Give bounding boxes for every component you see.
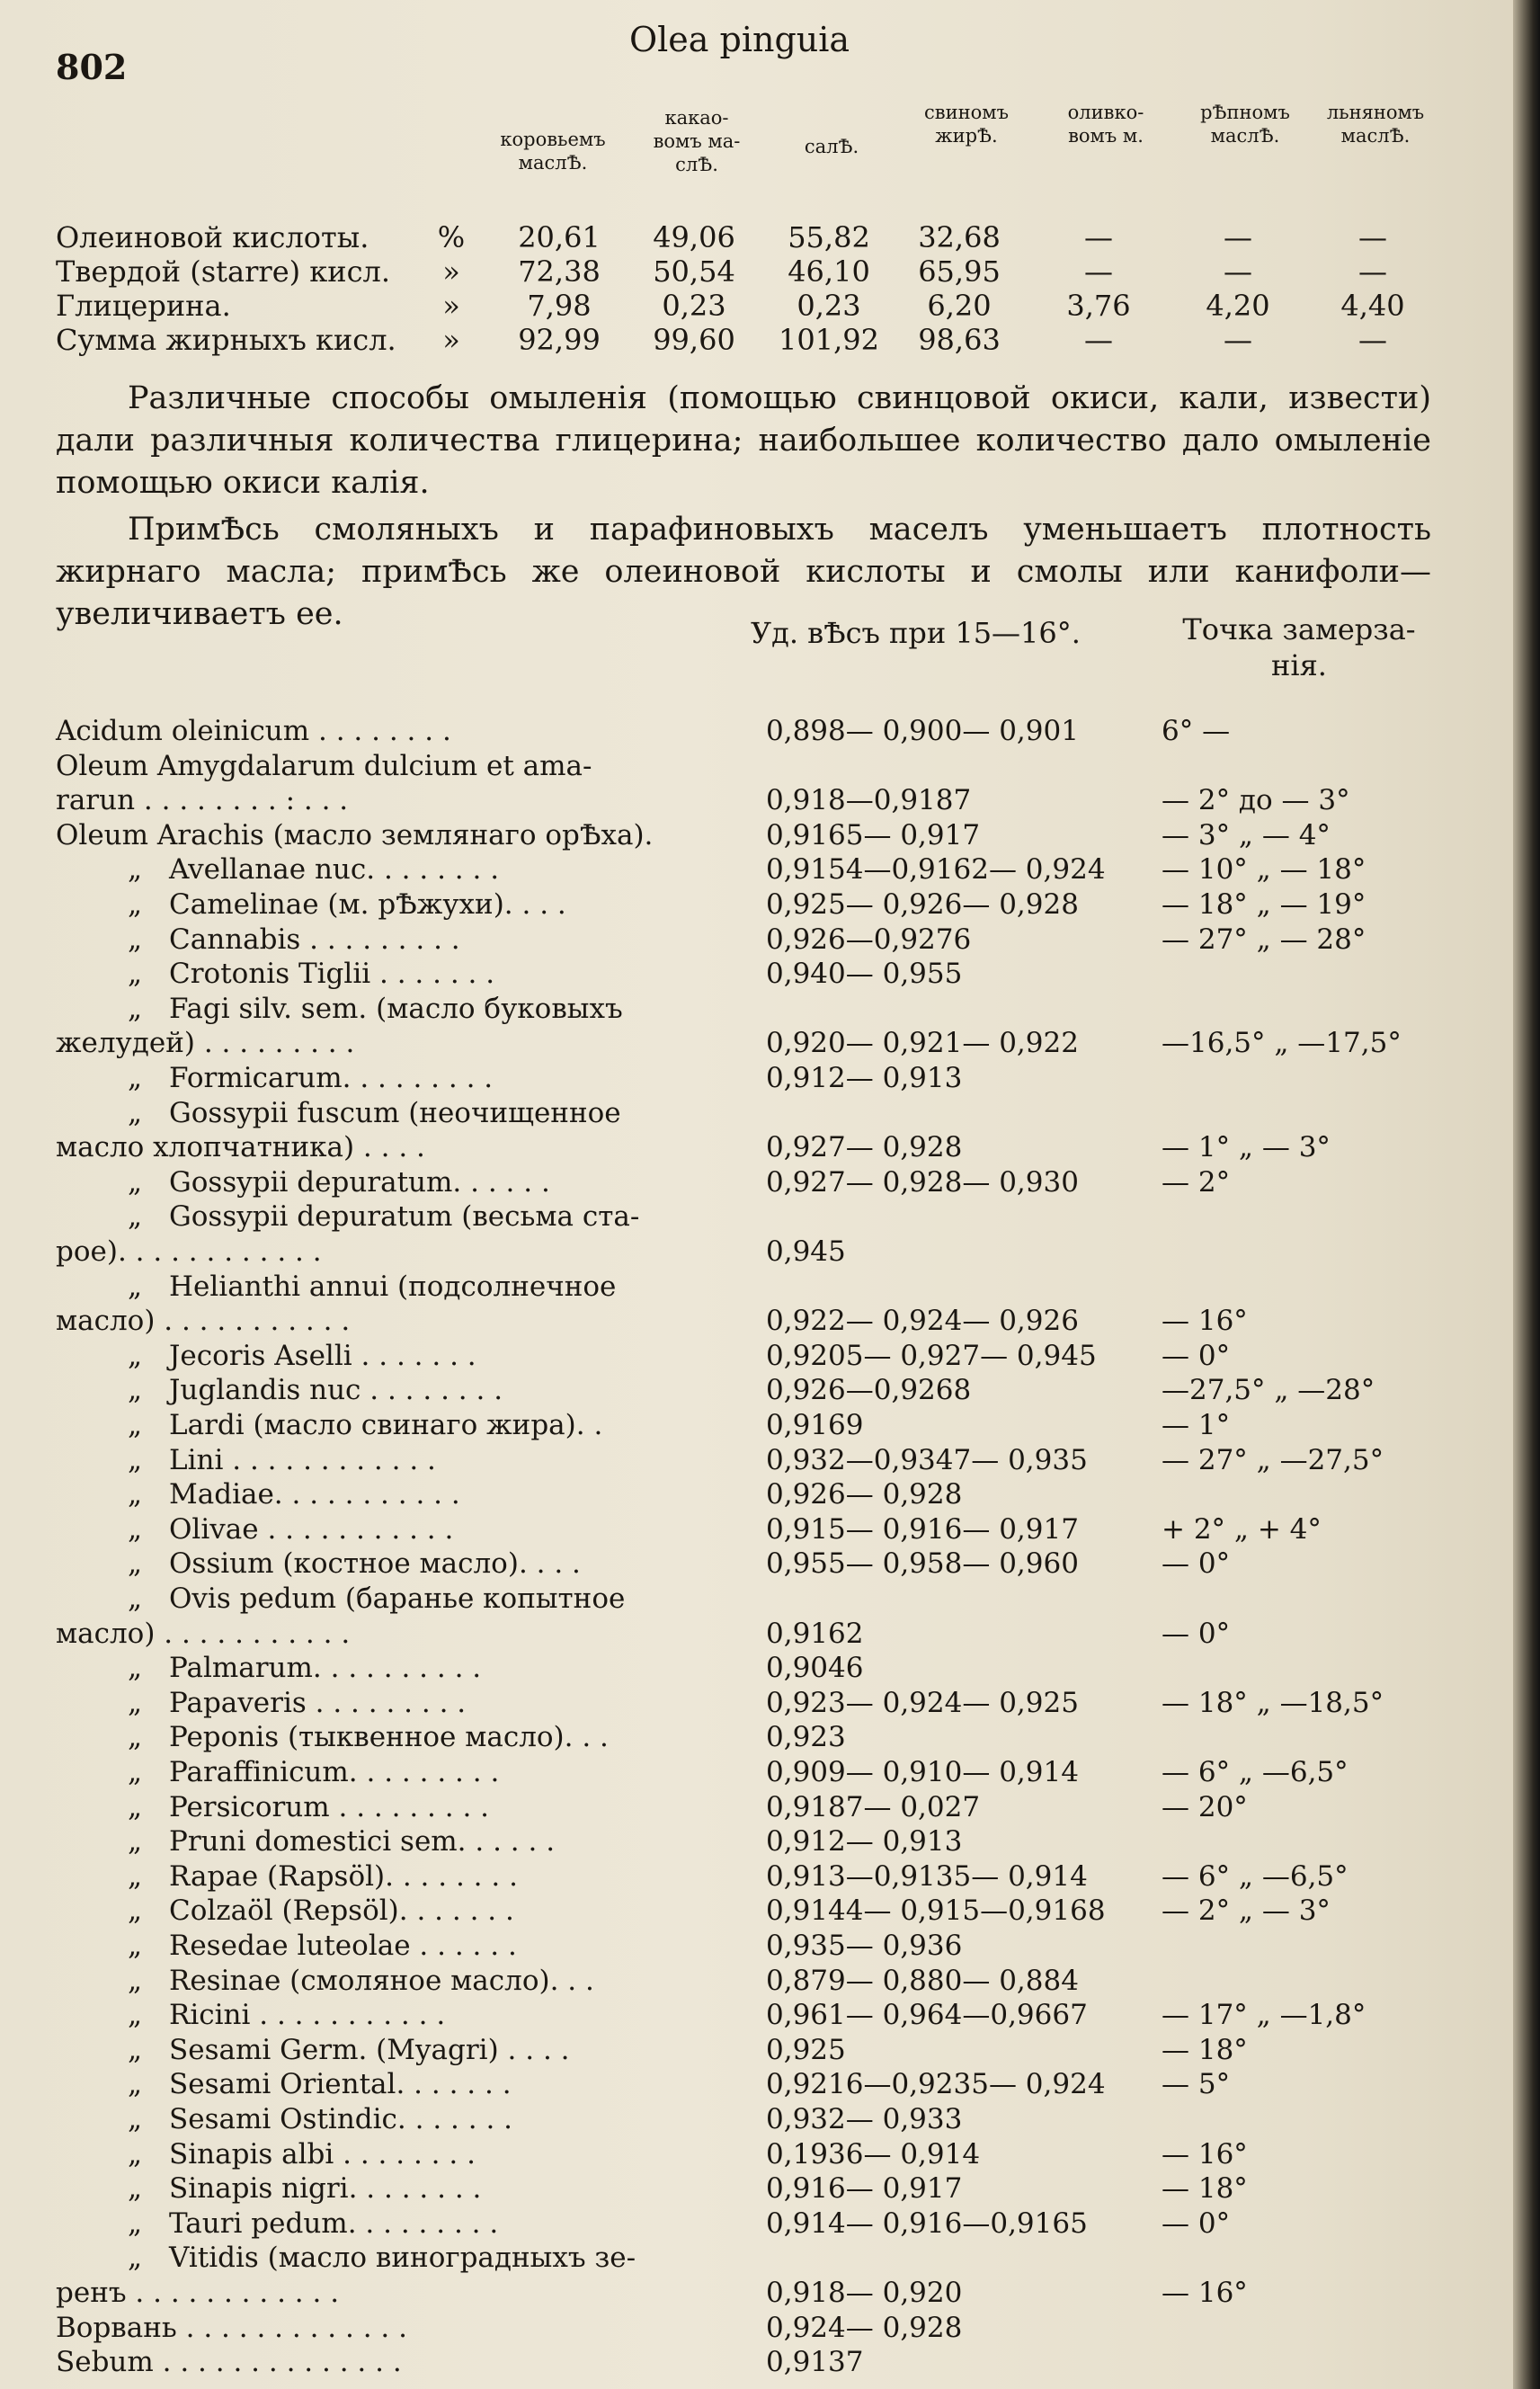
column-header: рѢпномъ маслѢ.: [1200, 102, 1290, 147]
table-cell: 4,20: [1206, 289, 1270, 323]
table-row: [56, 1860, 1458, 1894]
table-cell: —: [1358, 323, 1387, 357]
freezing-point: — 18°: [1162, 2034, 1248, 2066]
freezing-point: —27,5° „ —28°: [1162, 1374, 1375, 1406]
table-row: [56, 1270, 1458, 1305]
freezing-point: — 0°: [1162, 1618, 1231, 1650]
specific-gravity: 0,879— 0,880— 0,884: [766, 1965, 1079, 1997]
table-row: [56, 1409, 1458, 1443]
oil-name: Acidum oleinicum . . . . . . . .: [56, 715, 451, 747]
oil-name: Gossypii depuratum (весьма ста-: [169, 1200, 640, 1233]
oil-name: Peponis (тыквенное масло). . .: [169, 1721, 609, 1753]
specific-gravity: 0,926— 0,928: [766, 1478, 963, 1511]
table-cell: 92,99: [518, 323, 601, 357]
freezing-point: 6° —: [1162, 715, 1231, 747]
oil-name: rarun . . . . . . . . : . . .: [56, 784, 349, 816]
table-row: [56, 1965, 1458, 1999]
ditto-mark: „: [128, 1825, 143, 1858]
ditto-mark: „: [128, 1478, 143, 1511]
table-row: [56, 1894, 1458, 1929]
specific-gravity: 0,9154—0,9162— 0,924: [766, 853, 1106, 886]
ditto-mark: „: [128, 1097, 143, 1129]
specific-gravity: 0,955— 0,958— 0,960: [766, 1547, 1079, 1580]
oil-name: Crotonis Tiglii . . . . . . .: [169, 958, 495, 990]
freezing-point: — 10° „ — 18°: [1162, 853, 1366, 886]
table-row: [56, 1687, 1458, 1721]
specific-gravity: 0,912— 0,913: [766, 1062, 963, 1094]
table-cell: 98,63: [918, 323, 1001, 357]
table-cell: 101,92: [779, 323, 879, 357]
oil-name: Ovis pedum (баранье копытное: [169, 1582, 626, 1615]
specific-gravity-header: Уд. вѢсъ при 15—16°.: [751, 616, 1081, 650]
specific-gravity: 0,932— 0,933: [766, 2103, 963, 2135]
table-cell: 7,98: [527, 289, 592, 323]
ditto-mark: „: [128, 1687, 143, 1719]
table-cell: 32,68: [918, 220, 1001, 254]
oil-name: Resedae luteolae . . . . . .: [169, 1930, 517, 1962]
oil-name: Rapae (Rapsöl). . . . . . . .: [169, 1860, 518, 1893]
table-row: [56, 958, 1458, 992]
table-row: [56, 2034, 1458, 2068]
oil-name: Sinapis nigri. . . . . . . .: [169, 2172, 482, 2205]
table-cell: —: [1084, 254, 1113, 289]
oil-name: Persicorum . . . . . . . . .: [169, 1791, 490, 1823]
freezing-point: — 20°: [1162, 1791, 1248, 1823]
ditto-mark: „: [128, 1547, 143, 1580]
table-row: [56, 1131, 1458, 1165]
table-row: [56, 1825, 1458, 1859]
ditto-mark: „: [128, 1513, 143, 1546]
oil-name: Jecoris Aselli . . . . . . .: [169, 1340, 476, 1372]
specific-gravity: 0,912— 0,913: [766, 1825, 963, 1858]
paragraph-saponification: Различные способы омыленія (помощью свинцовой окиси, кали, извести) дали различныя количества глицерина; наибольшее количество дало омыленіе помощью окиси калія.: [56, 380, 1431, 501]
table-row: [56, 2103, 1458, 2137]
ditto-mark: „: [128, 1340, 143, 1372]
table-cell: 65,95: [918, 254, 1001, 289]
ditto-mark: „: [128, 1756, 143, 1788]
table-cell: —: [1224, 254, 1252, 289]
table-row: [56, 254, 1458, 290]
specific-gravity: 0,925— 0,926— 0,928: [766, 888, 1079, 921]
oil-name: Lini . . . . . . . . . . . .: [169, 1444, 436, 1476]
freezing-point: — 16°: [1162, 2138, 1248, 2171]
specific-gravity: 0,9216—0,9235— 0,924: [766, 2068, 1106, 2100]
table-cell: —: [1358, 220, 1387, 254]
specific-gravity: 0,923— 0,924— 0,925: [766, 1687, 1079, 1719]
ditto-mark: „: [128, 1860, 143, 1893]
oil-name: Oleum Amygdalarum dulcium et ama-: [56, 750, 592, 782]
oil-name: Helianthi annui (подсолнечное: [169, 1270, 617, 1303]
table-row: [56, 220, 1458, 256]
table-row: [56, 1652, 1458, 1686]
ditto-mark: „: [128, 888, 143, 921]
oil-name: Avellanae nuc. . . . . . . .: [169, 853, 500, 886]
table-row: [56, 289, 1458, 325]
table-row: [56, 2242, 1458, 2276]
ditto-mark: „: [128, 2034, 143, 2066]
table-cell: 0,23: [662, 289, 726, 323]
ditto-mark: „: [128, 1374, 143, 1406]
ditto-mark: „: [128, 1965, 143, 1997]
table-cell: 46,10: [788, 254, 870, 289]
specific-gravity: 0,925: [766, 2034, 846, 2066]
freezing-point-header: Точка замерза-нія.: [1182, 612, 1416, 682]
freezing-point: — 0°: [1162, 2207, 1231, 2240]
table-cell: 99,60: [653, 323, 735, 357]
ditto-mark: „: [128, 1721, 143, 1753]
oil-name: Palmarum. . . . . . . . . .: [169, 1652, 482, 1684]
ditto-mark: „: [128, 1444, 143, 1476]
oil-name: Sinapis albi . . . . . . . .: [169, 2138, 476, 2171]
oil-name: Sesami Germ. (Myagri) . . . .: [169, 2034, 570, 2066]
freezing-point: + 2° „ + 4°: [1162, 1513, 1322, 1546]
specific-gravity: 0,909— 0,910— 0,914: [766, 1756, 1079, 1788]
specific-gravity: 0,945: [766, 1235, 846, 1268]
specific-gravity: 0,9165— 0,917: [766, 819, 981, 851]
ditto-mark: „: [128, 2103, 143, 2135]
specific-gravity: 0,9144— 0,915—0,9168: [766, 1894, 1106, 1927]
ditto-mark: „: [128, 1791, 143, 1823]
specific-gravity: 0,9162: [766, 1618, 864, 1650]
specific-gravity: 0,935— 0,936: [766, 1930, 963, 1962]
specific-gravity: 0,924— 0,928: [766, 2312, 963, 2344]
table-row: [56, 1999, 1458, 2033]
freezing-point: — 16°: [1162, 1305, 1248, 1337]
ditto-mark: „: [128, 923, 143, 956]
table-cell: 0,23: [797, 289, 861, 323]
table-row: [56, 923, 1458, 958]
specific-gravity: 0,9137: [766, 2346, 864, 2378]
table-cell: 72,38: [518, 254, 601, 289]
table-row: [56, 1618, 1458, 1652]
oil-name: Olivae . . . . . . . . . . .: [169, 1513, 454, 1546]
table-row: [56, 1930, 1458, 1964]
table-cell: 50,54: [653, 254, 735, 289]
table-row: [56, 1374, 1458, 1408]
specific-gravity: 0,898— 0,900— 0,901: [766, 715, 1079, 747]
row-label: Олеиновой кислоты.: [56, 220, 369, 254]
table-row: [56, 784, 1458, 818]
oil-name: Colzaöl (Repsöl). . . . . . .: [169, 1894, 514, 1927]
oil-name: Ossium (костное масло). . . .: [169, 1547, 581, 1580]
table-row: [56, 1340, 1458, 1374]
table-row: [56, 1547, 1458, 1582]
row-unit: »: [442, 323, 460, 357]
ditto-mark: „: [128, 958, 143, 990]
table-row: [56, 1444, 1458, 1478]
specific-gravity: 0,923: [766, 1721, 846, 1753]
column-header: коровьемъ маслѢ.: [500, 129, 606, 174]
table-cell: —: [1224, 323, 1252, 357]
oil-name: Resinae (смоляное масло). . .: [169, 1965, 594, 1997]
ditto-mark: „: [128, 1930, 143, 1962]
freezing-point: — 0°: [1162, 1547, 1231, 1580]
specific-gravity: 0,918—0,9187: [766, 784, 972, 816]
freezing-point: — 0°: [1162, 1340, 1231, 1372]
oil-name: Vitidis (масло виноградныхъ зе-: [169, 2242, 636, 2274]
ditto-mark: „: [128, 2068, 143, 2100]
oil-name: Sebum . . . . . . . . . . . . . .: [56, 2346, 402, 2378]
ditto-mark: „: [128, 1200, 143, 1233]
oil-name: Gossypii depuratum. . . . . .: [169, 1166, 550, 1199]
specific-gravity: 0,932—0,9347— 0,935: [766, 1444, 1088, 1476]
row-unit: »: [442, 289, 460, 323]
ditto-mark: „: [128, 2138, 143, 2171]
table-row: [56, 1478, 1458, 1512]
oil-name: Sesami Oriental. . . . . . .: [169, 2068, 512, 2100]
specific-gravity: 0,922— 0,924— 0,926: [766, 1305, 1079, 1337]
table-row: [56, 2346, 1458, 2380]
ditto-mark: „: [128, 2242, 143, 2274]
ditto-mark: „: [128, 1582, 143, 1615]
oil-name: Oleum Arachis (масло землянаго орѢха).: [56, 819, 654, 851]
oil-name: Ricini . . . . . . . . . . .: [169, 1999, 446, 2031]
row-label: Твердой (starre) кисл.: [56, 254, 391, 289]
freezing-point: — 1° „ — 3°: [1162, 1131, 1331, 1163]
freezing-point: — 18° „ — 19°: [1162, 888, 1366, 921]
specific-gravity: 0,926—0,9276: [766, 923, 972, 956]
freezing-point: — 27° „ —27,5°: [1162, 1444, 1384, 1476]
ditto-mark: „: [128, 2207, 143, 2240]
specific-gravity: 0,961— 0,964—0,9667: [766, 1999, 1088, 2031]
table-row: [56, 2312, 1458, 2346]
oil-name: ренъ . . . . . . . . . . . .: [56, 2277, 340, 2309]
freezing-point: — 18° „ —18,5°: [1162, 1687, 1384, 1719]
oil-name: Juglandis nuc . . . . . . . .: [169, 1374, 503, 1406]
specific-gravity: 0,926—0,9268: [766, 1374, 972, 1406]
table-row: [56, 1097, 1458, 1131]
ditto-mark: „: [128, 1270, 143, 1303]
ditto-mark: „: [128, 1409, 143, 1441]
specific-gravity: 0,927— 0,928— 0,930: [766, 1166, 1079, 1199]
ditto-mark: „: [128, 1894, 143, 1927]
freezing-point: — 27° „ — 28°: [1162, 923, 1366, 956]
table-cell: —: [1084, 323, 1113, 357]
freezing-point: — 2°: [1162, 1166, 1231, 1199]
oil-name: масло) . . . . . . . . . . .: [56, 1618, 351, 1650]
ditto-mark: „: [128, 1062, 143, 1094]
column-header: салѢ.: [804, 136, 859, 157]
specific-gravity: 0,914— 0,916—0,9165: [766, 2207, 1088, 2240]
ditto-mark: „: [128, 993, 143, 1025]
table-cell: 55,82: [788, 220, 870, 254]
oil-name: масло хлопчатника) . . . .: [56, 1131, 425, 1163]
row-unit: »: [442, 254, 460, 289]
freezing-point: — 1°: [1162, 1409, 1231, 1441]
table-cell: 4,40: [1340, 289, 1405, 323]
row-label: Глицерина.: [56, 289, 231, 323]
table-cell: 49,06: [653, 220, 735, 254]
table-row: [56, 1166, 1458, 1200]
table-cell: 6,20: [927, 289, 992, 323]
specific-gravity: 0,927— 0,928: [766, 1131, 963, 1163]
table-row: [56, 1582, 1458, 1617]
table-row: [56, 750, 1458, 784]
freezing-point: — 16°: [1162, 2277, 1248, 2309]
table-cell: 3,76: [1066, 289, 1131, 323]
table-cell: 20,61: [518, 220, 601, 254]
book-binding-edge: [1513, 0, 1540, 2389]
column-header: льняномъ маслѢ.: [1326, 102, 1425, 147]
specific-gravity: 0,1936— 0,914: [766, 2138, 981, 2171]
oil-name: Sesami Ostindic. . . . . . .: [169, 2103, 513, 2135]
oil-name: Pruni domestici sem. . . . . .: [169, 1825, 556, 1858]
specific-gravity: 0,915— 0,916— 0,917: [766, 1513, 1079, 1546]
freezing-point: — 6° „ —6,5°: [1162, 1756, 1349, 1788]
freezing-point: — 2° до — 3°: [1162, 784, 1350, 816]
oil-name: рое). . . . . . . . . . . .: [56, 1235, 322, 1268]
column-header: свиномъ жирѢ.: [924, 102, 1009, 147]
table-row: [56, 1513, 1458, 1547]
table-row: [56, 888, 1458, 923]
oil-name: Fagi silv. sem. (масло буковыхъ: [169, 993, 623, 1025]
specific-gravity: 0,916— 0,917: [766, 2172, 963, 2205]
specific-gravity: 0,9187— 0,027: [766, 1791, 981, 1823]
specific-gravity: 0,940— 0,955: [766, 958, 963, 990]
oil-name: Madiae. . . . . . . . . . .: [169, 1478, 460, 1511]
table-row: [56, 2068, 1458, 2102]
oil-name: Formicarum. . . . . . . . .: [169, 1062, 494, 1094]
table-row: [56, 1756, 1458, 1790]
table-row: [56, 1062, 1458, 1096]
oil-name: Cannabis . . . . . . . . .: [169, 923, 460, 956]
oil-name: Ворвань . . . . . . . . . . . . .: [56, 2312, 407, 2344]
specific-gravity: 0,913—0,9135— 0,914: [766, 1860, 1088, 1893]
table-row: [56, 2207, 1458, 2242]
ditto-mark: „: [128, 1652, 143, 1684]
ditto-mark: „: [128, 853, 143, 886]
freezing-point: — 5°: [1162, 2068, 1231, 2100]
freezing-point: — 2° „ — 3°: [1162, 1894, 1331, 1927]
oil-name: Papaveris . . . . . . . . .: [169, 1687, 467, 1719]
table-row: [56, 993, 1458, 1027]
table-row: [56, 715, 1458, 749]
freezing-point: — 17° „ —1,8°: [1162, 1999, 1366, 2031]
table-cell: —: [1358, 254, 1387, 289]
oil-name: Gossypii fuscum (неочищенное: [169, 1097, 621, 1129]
table-cell: —: [1224, 220, 1252, 254]
page-number: 802: [56, 47, 128, 87]
ditto-mark: „: [128, 2172, 143, 2205]
ditto-mark: „: [128, 1999, 143, 2031]
specific-gravity: 0,9205— 0,927— 0,945: [766, 1340, 1097, 1372]
freezing-point: — 18°: [1162, 2172, 1248, 2205]
table-row: [56, 1027, 1458, 1061]
paragraph-admixtures: ПримѢсь смоляныхъ и парафиновыхъ маселъ уменьшаетъ плотность жирнаго масла; примѢсь же олеиновой кислоты и смолы или канифоли— увеличиваетъ ее.: [56, 512, 1431, 632]
table-row: [56, 323, 1458, 359]
table-row: [56, 853, 1458, 887]
oil-name: Camelinae (м. рѢжухи). . . .: [169, 888, 566, 921]
column-header: какао-вомъ ма-слѢ.: [653, 107, 741, 175]
ditto-mark: „: [128, 1166, 143, 1199]
row-unit: %: [437, 220, 466, 254]
table-row: [56, 2172, 1458, 2206]
table-row: [56, 1305, 1458, 1339]
table-row: [56, 1235, 1458, 1270]
table-row: [56, 1200, 1458, 1235]
specific-gravity: 0,9046: [766, 1652, 864, 1684]
specific-gravity: 0,9169: [766, 1409, 864, 1441]
oil-name: масло) . . . . . . . . . . .: [56, 1305, 351, 1337]
oil-name: желудей) . . . . . . . . .: [56, 1027, 355, 1059]
specific-gravity: 0,920— 0,921— 0,922: [766, 1027, 1079, 1059]
table-row: [56, 819, 1458, 853]
oil-name: Lardi (масло свинаго жира). .: [169, 1409, 603, 1441]
table-cell: —: [1084, 220, 1113, 254]
running-title: Olea pinguia: [629, 20, 850, 59]
freezing-point: — 3° „ — 4°: [1162, 819, 1331, 851]
oil-name: Paraffinicum. . . . . . . . .: [169, 1756, 500, 1788]
freezing-point: —16,5° „ —17,5°: [1162, 1027, 1402, 1059]
table-row: [56, 1791, 1458, 1825]
column-header: оливко-вомъ м.: [1067, 102, 1144, 147]
freezing-point: — 6° „ —6,5°: [1162, 1860, 1349, 1893]
table-row: [56, 2138, 1458, 2172]
oil-name: Tauri pedum. . . . . . . . .: [169, 2207, 499, 2240]
table-row: [56, 1721, 1458, 1755]
table-row: [56, 2277, 1458, 2311]
specific-gravity: 0,918— 0,920: [766, 2277, 963, 2309]
row-label: Сумма жирныхъ кисл.: [56, 323, 396, 357]
